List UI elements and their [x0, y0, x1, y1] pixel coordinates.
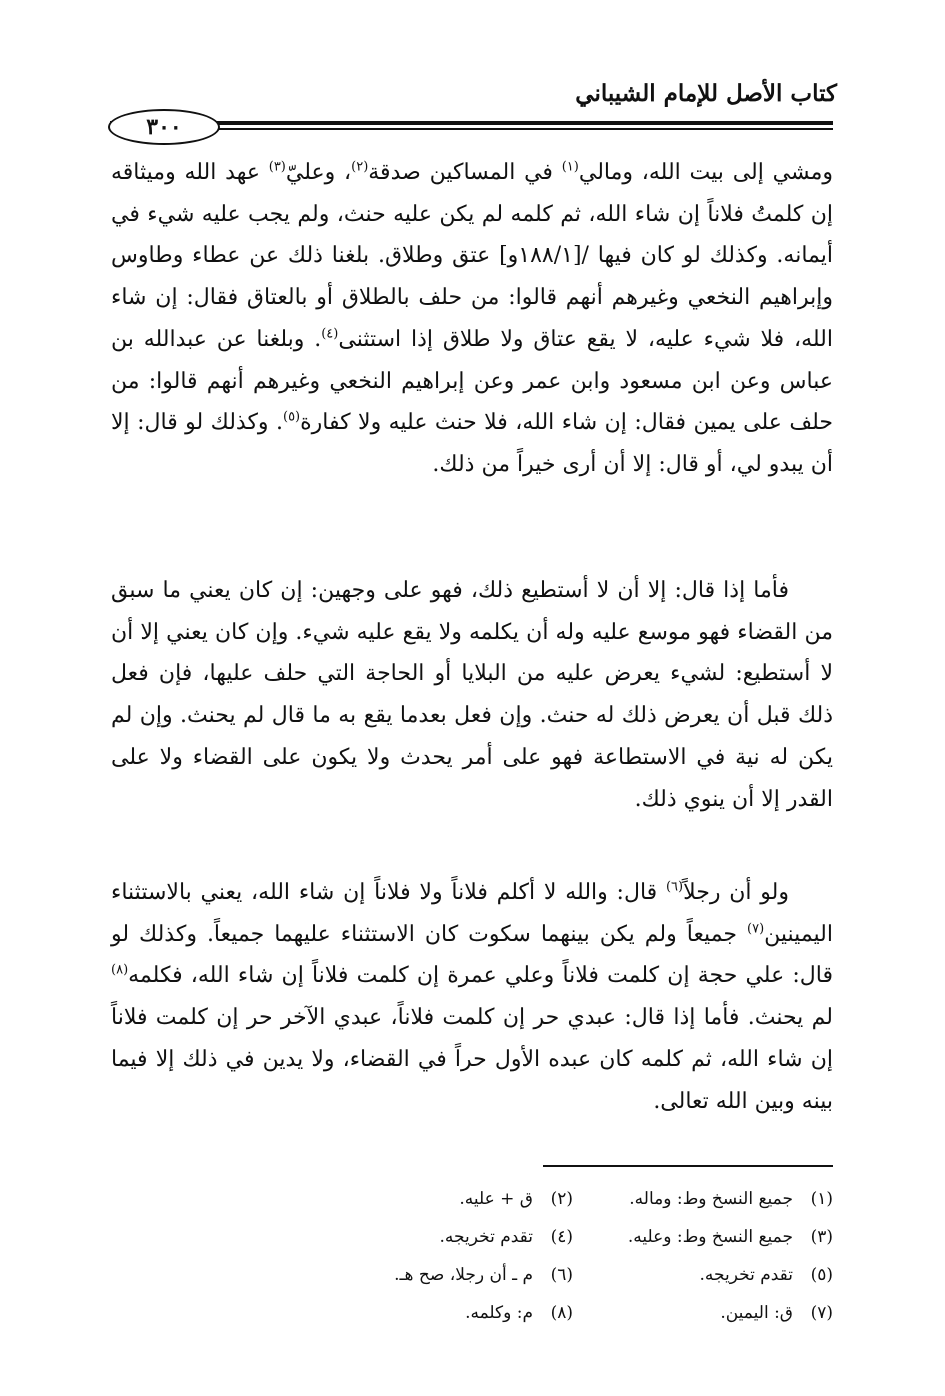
- paragraph-1: [111, 152, 833, 486]
- paragraph-3-text-b: قال: والله لا أكلم فلاناً ولا فلاناً إن شاء الله، يعني بالاستثناء اليمينين: [111, 880, 833, 947]
- paragraph-1-text-b: في المساكين صدقة: [368, 160, 562, 185]
- footnote-row: [111, 1294, 833, 1332]
- footnote-row: [111, 1256, 833, 1294]
- footnote-text: ق + عليه.: [459, 1189, 533, 1209]
- footnote-ref-5[interactable]: (٥): [282, 409, 301, 425]
- footnote-ref-2[interactable]: (٢): [351, 159, 369, 175]
- footnote-ref-7[interactable]: (٧): [747, 921, 765, 937]
- page-number-text: ٣٠٠: [146, 114, 182, 140]
- footnote-number: (٤): [550, 1227, 573, 1247]
- footnote-number: (٨): [550, 1303, 573, 1323]
- footnote-4: [323, 1227, 573, 1247]
- footnote-text: ق: اليمين.: [720, 1303, 793, 1323]
- footnote-ref-8[interactable]: (٨): [111, 963, 129, 979]
- footnote-6: [323, 1265, 573, 1285]
- footnote-number: (١): [810, 1189, 833, 1209]
- paragraph-2: [111, 570, 833, 820]
- footnote-2: [323, 1189, 573, 1209]
- footnote-8: [323, 1303, 573, 1323]
- paragraph-3-text-d: لم يحنث. فأما إذا قال: عبدي حر إن كلمت فلاناً، عبدي الآخر حر إن كلمت فلاناً إن شاء الله، ثم كلمه كان عبده الأول حراً في القضاء، ولا يدين في ذلك إلا فيما بينه وبين الله تعالى.: [111, 1005, 833, 1114]
- page-number: [108, 109, 220, 145]
- paragraph-3-text-c: جميعاً ولم يكن بينهما سكوت كان الاستثناء عليهما جميعاً. وكذلك لو قال: علي حجة إن كلمت فلاناً وعلي عمرة إن كلمت فلاناً إن شاء الله، فكلمه: [111, 921, 833, 989]
- footnote-text: جميع النسخ وط: وماله.: [629, 1189, 793, 1209]
- footnote-number: (٣): [810, 1227, 833, 1247]
- footnote-number: (٥): [810, 1265, 833, 1285]
- footnote-text: تقدم تخريجه.: [699, 1265, 793, 1285]
- footnote-row: [111, 1180, 833, 1218]
- running-head-title: كتاب الأصل للإمام الشيباني: [575, 80, 837, 107]
- footnote-text: تقدم تخريجه.: [439, 1227, 533, 1247]
- footnote-1: [573, 1189, 833, 1209]
- footnote-ref-6[interactable]: (٦): [665, 879, 684, 895]
- footnote-5: [573, 1265, 833, 1285]
- footnote-text: جميع النسخ وط: وعليه.: [627, 1227, 793, 1247]
- footnote-text: م: وكلمه.: [465, 1303, 533, 1323]
- paragraph-1-text-d: عهد الله وميثاقه إن كلمتُ فلاناً إن شاء الله، ثم كلمه لم يكن عليه حنث، ولم يجب عليه شيء في أيمانه. وكذلك لو كان فيها /[١٨٨/١و] عتق وطلاق. بلغنا ذلك عن عطاء وطاوس وإبراهيم النخعي وغيرهم أنهم قالوا: من حلف بالطلاق أو بالعتاق فقال: إن شاء الله، فلا شيء عليه، لا يقع عتاق ولا طلاق إذا استثنى: [111, 160, 834, 352]
- footnote-row: [111, 1218, 833, 1256]
- footnotes: [111, 1180, 833, 1332]
- footnote-ref-1[interactable]: (١): [561, 159, 579, 175]
- footnote-separator: [543, 1165, 833, 1167]
- paragraph-1-text-c: ، وعليّ: [285, 160, 352, 185]
- paragraph-1-text-f: . وكذلك لو قال: إلا أن يبدو لي، أو قال: إلا أن أرى خيراً من ذلك.: [111, 410, 833, 477]
- paragraph-1-text-a: ومشي إلى بيت الله، ومالي: [578, 160, 833, 185]
- footnote-7: [573, 1303, 833, 1323]
- footnote-number: (٧): [810, 1303, 833, 1323]
- paragraph-3: [111, 872, 833, 1122]
- paragraph-1-text-e: . وبلغنا عن عبدالله بن عباس وعن ابن مسعود وابن عمر وعن إبراهيم النخعي وغيرهم أنهم قالوا: من حلف على يمين فقال: إن شاء الله، فلا حنث عليه ولا كفارة: [111, 326, 834, 436]
- paragraph-3-text-a: ولو أن رجلاً: [683, 880, 789, 905]
- footnote-ref-3[interactable]: (٣): [268, 159, 286, 175]
- footnote-3: [573, 1227, 833, 1247]
- footnote-number: (٦): [550, 1265, 573, 1285]
- paragraph-2-text: فأما إذا قال: إلا أن لا أستطيع ذلك، فهو على وجهين: إن كان يعني ما سبق من القضاء فهو موسع عليه وله أن يكلمه ولا يقع عليه شيء. وإن كان يعني إلا أن لا أستطيع: لشيء يعرض عليه من البلايا أو الحاجة التي حلف عليها، فإن فعل ذلك قبل أن يعرض ذلك له حنث. وإن فعل بعدما يقع به ما قال لم يحنث. وإن لم يكن له نية في الاستطاعة فهو على أمر يحدث ولا يكون على القضاء ولا على القدر إلا أن ينوي ذلك.: [111, 578, 833, 812]
- footnote-number: (٢): [550, 1189, 573, 1209]
- footnote-ref-4[interactable]: (٤): [321, 326, 339, 342]
- footnote-text: م ـ أن رجلا، صح هـ.: [394, 1265, 533, 1285]
